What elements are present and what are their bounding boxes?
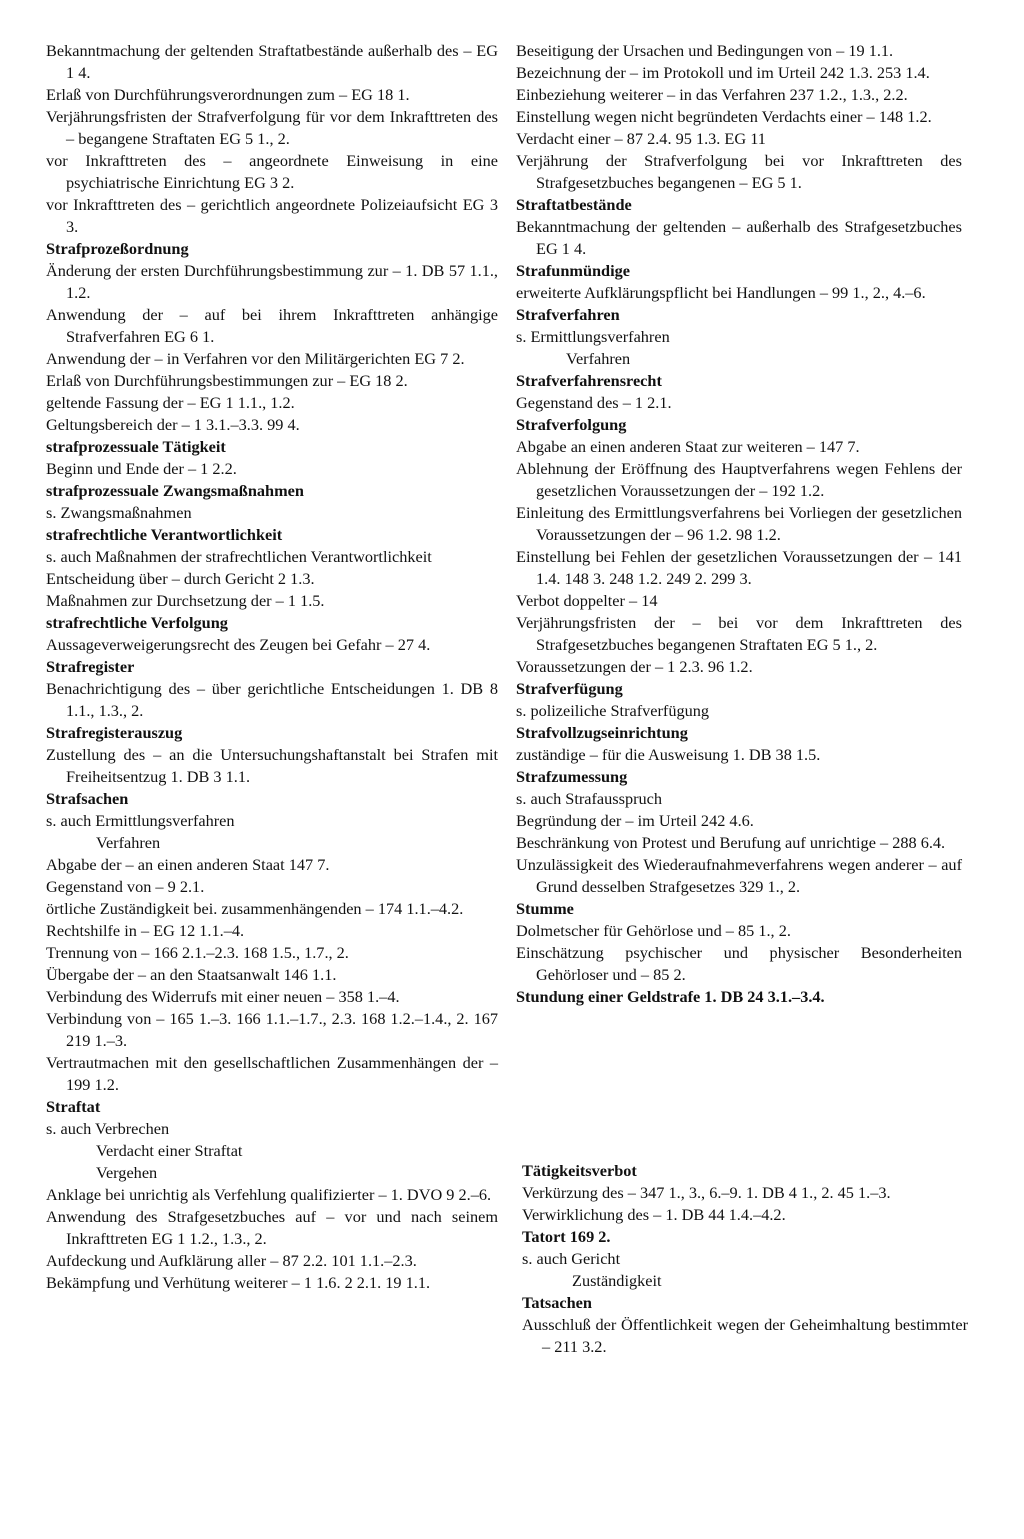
index-heading: Strafverfolgung bbox=[516, 415, 627, 434]
index-entry: Verwirklichung des – 1. DB 44 1.4.–4.2. bbox=[522, 1205, 786, 1224]
index-entry: Verjährung der Strafverfolgung bei vor Inkrafttreten des Strafgesetzbuches begangenen – EG 5 1. bbox=[516, 151, 962, 192]
index-entry: Anwendung der – in Verfahren vor den Militärgerichten EG 7 2. bbox=[46, 349, 465, 368]
index-entry: Aussageverweigerungsrecht des Zeugen bei Gefahr – 27 4. bbox=[46, 635, 431, 654]
index-heading: Straftat bbox=[46, 1097, 101, 1116]
index-entry: Einstellung wegen nicht begründeten Verdachts einer – 148 1.2. bbox=[516, 107, 932, 126]
index-heading: Strafverfahren bbox=[516, 305, 620, 324]
index-heading: Straftatbestände bbox=[516, 195, 632, 214]
index-cross-reference: Verfahren bbox=[566, 349, 631, 368]
index-heading: Strafsachen bbox=[46, 789, 129, 808]
index-entry: vor Inkrafttreten des – angeordnete Einweisung in eine psychiatrische Einrichtung EG 3 2. bbox=[46, 151, 498, 192]
index-entry: Anwendung der – auf bei ihrem Inkrafttreten anhängige Strafverfahren EG 6 1. bbox=[46, 305, 498, 346]
index-entry: Trennung von – 166 2.1.–2.3. 168 1.5., 1.7., 2. bbox=[46, 943, 349, 962]
index-cross-reference: s. auch Gericht bbox=[522, 1249, 621, 1268]
index-cross-reference: Verfahren bbox=[96, 833, 161, 852]
index-entry: Verbindung des Widerrufs mit einer neuen – 358 1.–4. bbox=[46, 987, 400, 1006]
index-entry: zuständige – für die Ausweisung 1. DB 38 1.5. bbox=[516, 745, 821, 764]
index-entry: Verdacht einer – 87 2.4. 95 1.3. EG 11 bbox=[516, 129, 766, 148]
index-entry: Beschränkung von Protest und Berufung auf unrichtige – 288 6.4. bbox=[516, 833, 946, 852]
index-heading: Tätigkeitsverbot bbox=[522, 1161, 637, 1180]
index-entry: Verbot doppelter – 14 bbox=[516, 591, 658, 610]
index-entry: örtliche Zuständigkeit bei. zusammenhängenden – 174 1.1.–4.2. bbox=[46, 899, 464, 918]
index-entry: Erlaß von Durchführungsbestimmungen zur – EG 18 2. bbox=[46, 371, 408, 390]
index-entry: Unzulässigkeit des Wiederaufnahmeverfahrens wegen anderer – auf Grund desselben Strafgesetzes 329 1., 2. bbox=[516, 855, 962, 896]
index-heading: Strafprozeßordnung bbox=[46, 239, 189, 258]
index-entry: Bekanntmachung der geltenden Straftatbestände außerhalb des – EG 1 4. bbox=[46, 41, 498, 82]
index-heading: Strafunmündige bbox=[516, 261, 630, 280]
index-entry: Erlaß von Durchführungsverordnungen zum – EG 18 1. bbox=[46, 85, 410, 104]
index-entry: Geltungsbereich der – 1 3.1.–3.3. 99 4. bbox=[46, 415, 300, 434]
index-heading: strafrechtliche Verfolgung bbox=[46, 613, 228, 632]
index-entry: Benachrichtigung des – über gerichtliche Entscheidungen 1. DB 8 1.1., 1.3., 2. bbox=[46, 679, 498, 720]
index-heading: Strafvollzugseinrichtung bbox=[516, 723, 688, 742]
index-entry: erweiterte Aufklärungspflicht bei Handlungen – 99 1., 2., 4.–6. bbox=[516, 283, 926, 302]
index-cross-reference: s. auch Maßnahmen der strafrechtlichen Verantwortlichkeit bbox=[46, 547, 432, 566]
index-column-right-bottom bbox=[522, 1160, 968, 1358]
index-entry: Beginn und Ende der – 1 2.2. bbox=[46, 459, 237, 478]
index-cross-reference: Vergehen bbox=[96, 1163, 158, 1182]
index-heading: Strafzumessung bbox=[516, 767, 628, 786]
index-entry: Zustellung des – an die Untersuchungshaftanstalt bei Strafen mit Freiheitsentzug 1. DB 3 1.1. bbox=[46, 745, 498, 786]
index-heading: strafrechtliche Verantwortlichkeit bbox=[46, 525, 283, 544]
index-entry: Anklage bei unrichtig als Verfehlung qualifizierter – 1. DVO 9 2.–6. bbox=[46, 1185, 492, 1204]
index-entry: Anwendung des Strafgesetzbuches auf – vor und nach seinem Inkrafttreten EG 1 1.2., 1.3., 2. bbox=[46, 1207, 498, 1248]
index-entry: Maßnahmen zur Durchsetzung der – 1 1.5. bbox=[46, 591, 325, 610]
index-cross-reference: s. auch Strafausspruch bbox=[516, 789, 663, 808]
index-heading: strafprozessuale Tätigkeit bbox=[46, 437, 226, 456]
index-entry: Einschätzung psychischer und physischer Besonderheiten Gehörloser und – 85 2. bbox=[516, 943, 962, 984]
index-entry: Aufdeckung und Aufklärung aller – 87 2.2. 101 1.1.–2.3. bbox=[46, 1251, 417, 1270]
index-entry: Bekanntmachung der geltenden – außerhalb des Strafgesetzbuches EG 1 4. bbox=[516, 217, 962, 258]
index-entry: Gegenstand von – 9 2.1. bbox=[46, 877, 205, 896]
index-entry: Gegenstand des – 1 2.1. bbox=[516, 393, 672, 412]
index-column-right-top bbox=[516, 40, 962, 1008]
index-heading: Stundung einer Geldstrafe 1. DB 24 3.1.–3.4. bbox=[516, 987, 825, 1006]
index-entry: Dolmetscher für Gehörlose und – 85 1., 2. bbox=[516, 921, 791, 940]
index-entry: geltende Fassung der – EG 1 1.1., 1.2. bbox=[46, 393, 295, 412]
index-entry: Ablehnung der Eröffnung des Hauptverfahrens wegen Fehlens der gesetzlichen Voraussetzungen der – 192 1.2. bbox=[516, 459, 962, 500]
index-heading: Tatort 169 2. bbox=[522, 1227, 611, 1246]
index-heading: Strafregister bbox=[46, 657, 135, 676]
index-column-left bbox=[46, 40, 498, 1294]
index-cross-reference: Verdacht einer Straftat bbox=[96, 1141, 243, 1160]
index-entry: Verbindung von – 165 1.–3. 166 1.1.–1.7., 2.3. 168 1.2.–1.4., 2. 167 219 1.–3. bbox=[46, 1009, 498, 1050]
index-entry: Begründung der – im Urteil 242 4.6. bbox=[516, 811, 754, 830]
index-entry: Ausschluß der Öffentlichkeit wegen der Geheimhaltung bestimmter – 211 3.2. bbox=[522, 1315, 968, 1356]
index-entry: Vertrautmachen mit den gesellschaftlichen Zusammenhängen der – 199 1.2. bbox=[46, 1053, 498, 1094]
index-entry: Einbeziehung weiterer – in das Verfahren 237 1.2., 1.3., 2.2. bbox=[516, 85, 908, 104]
index-entry: Beseitigung der Ursachen und Bedingungen von – 19 1.1. bbox=[516, 41, 894, 60]
index-cross-reference: s. Zwangsmaßnahmen bbox=[46, 503, 192, 522]
index-entry: Entscheidung über – durch Gericht 2 1.3. bbox=[46, 569, 315, 588]
index-entry: Abgabe der – an einen anderen Staat 147 7. bbox=[46, 855, 330, 874]
index-entry: Verjährungsfristen der – bei vor dem Inkrafttreten des Strafgesetzbuches begangenen Straftaten EG 5 1., 2. bbox=[516, 613, 962, 654]
index-entry: Abgabe an einen anderen Staat zur weiteren – 147 7. bbox=[516, 437, 860, 456]
index-entry: Bezeichnung der – im Protokoll und im Urteil 242 1.3. 253 1.4. bbox=[516, 63, 930, 82]
index-cross-reference: s. polizeiliche Strafverfügung bbox=[516, 701, 710, 720]
index-entry: Einstellung bei Fehlen der gesetzlichen Voraussetzungen der – 141 1.4. 148 3. 248 1.2. 249 2. 299 3. bbox=[516, 547, 962, 588]
index-heading: Stumme bbox=[516, 899, 574, 918]
index-entry: Rechtshilfe in – EG 12 1.1.–4. bbox=[46, 921, 245, 940]
index-heading: Strafverfügung bbox=[516, 679, 623, 698]
index-cross-reference: s. auch Ermittlungsverfahren bbox=[46, 811, 235, 830]
index-entry: Bekämpfung und Verhütung weiterer – 1 1.6. 2 2.1. 19 1.1. bbox=[46, 1273, 431, 1292]
index-heading: Strafregisterauszug bbox=[46, 723, 183, 742]
index-heading: Tatsachen bbox=[522, 1293, 592, 1312]
index-entry: Verkürzung des – 347 1., 3., 6.–9. 1. DB 4 1., 2. 45 1.–3. bbox=[522, 1183, 891, 1202]
index-cross-reference: Zuständigkeit bbox=[572, 1271, 662, 1290]
index-entry: Übergabe der – an den Staatsanwalt 146 1.1. bbox=[46, 965, 337, 984]
index-heading: Strafverfahrensrecht bbox=[516, 371, 662, 390]
index-cross-reference: s. Ermittlungsverfahren bbox=[516, 327, 670, 346]
index-entry: Änderung der ersten Durchführungsbestimmung zur – 1. DB 57 1.1., 1.2. bbox=[46, 261, 498, 302]
index-entry: vor Inkrafttreten des – gerichtlich angeordnete Polizeiaufsicht EG 3 3. bbox=[46, 195, 498, 236]
index-heading: strafprozessuale Zwangsmaßnahmen bbox=[46, 481, 304, 500]
index-entry: Einleitung des Ermittlungsverfahrens bei Vorliegen der gesetzlichen Voraussetzungen der – 96 1.2. 98 1.2. bbox=[516, 503, 962, 544]
index-entry: Verjährungsfristen der Strafverfolgung für vor dem Inkrafttreten des – begangene Straftaten EG 5 1., 2. bbox=[46, 107, 498, 148]
index-cross-reference: s. auch Verbrechen bbox=[46, 1119, 170, 1138]
index-entry: Voraussetzungen der – 1 2.3. 96 1.2. bbox=[516, 657, 753, 676]
